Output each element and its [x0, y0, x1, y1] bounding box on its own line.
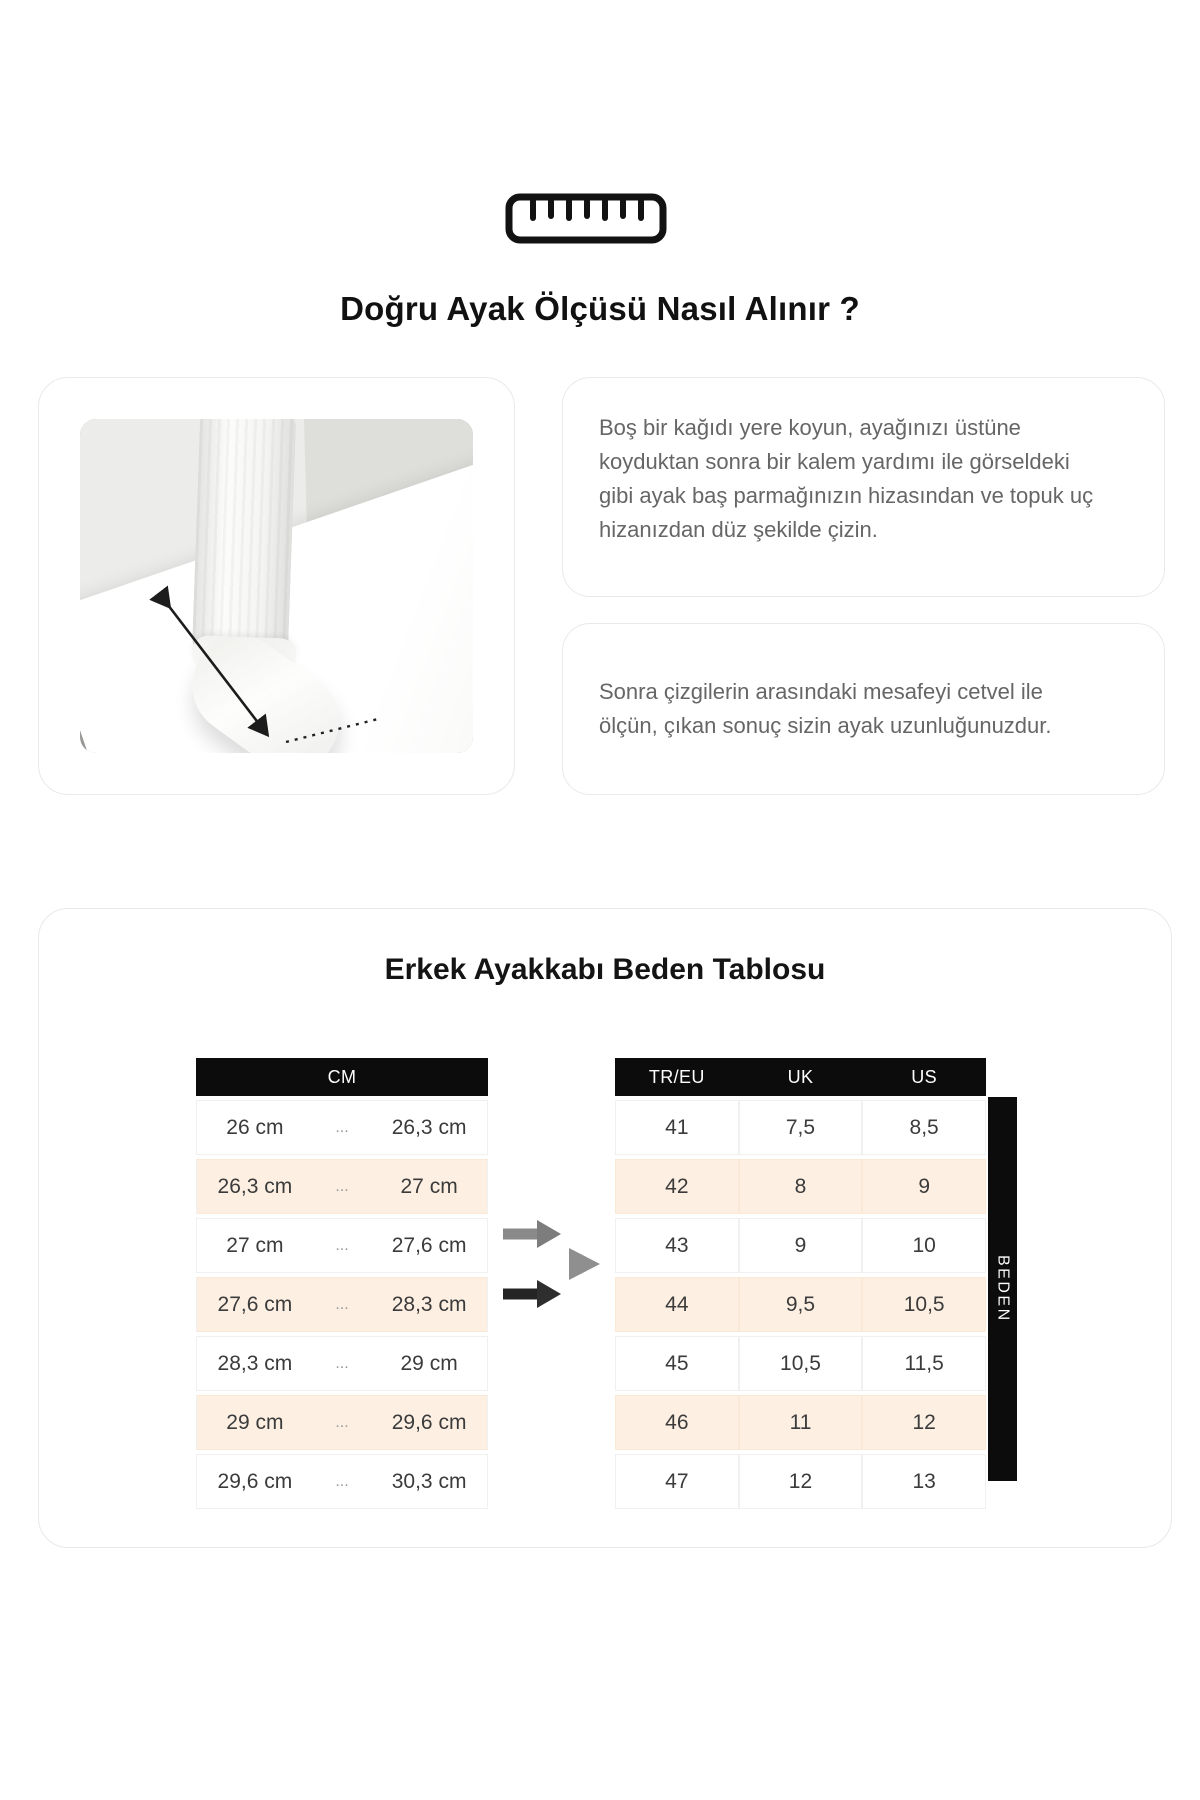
instruction-box-2 — [562, 623, 1165, 795]
size-value: 41 — [615, 1100, 739, 1155]
size-table-row — [615, 1454, 986, 1509]
cm-value: 29 cm — [196, 1395, 313, 1450]
size-table-title: Erkek Ayakkabı Beden Tablosu — [384, 953, 826, 986]
cm-table-row — [196, 1100, 488, 1155]
measure-arrow-icon — [80, 419, 473, 753]
size-value: 44 — [615, 1277, 739, 1332]
size-value: 10 — [862, 1218, 986, 1273]
instruction-text-1: Boş bir kağıdı yere koyun, ayağınızı üstüne koyduktan sonra bir kalem yardımı ile görseldeki gibi ayak baş parmağınızın hizasından ve topuk uç hizanızdan düz şekilde çizin. — [599, 415, 1094, 542]
range-separator: ... — [313, 1100, 371, 1155]
size-table — [615, 1054, 986, 1513]
size-table-row — [615, 1395, 986, 1450]
cm-value: 29,6 cm — [371, 1395, 488, 1450]
arrow-right-icon — [503, 1220, 561, 1248]
cm-table-row — [196, 1454, 488, 1509]
size-value: 9 — [862, 1159, 986, 1214]
cm-table-row — [196, 1277, 488, 1332]
arrow-right-icons — [499, 1217, 603, 1311]
size-value: 12 — [862, 1395, 986, 1450]
cm-table-row — [196, 1218, 488, 1273]
beden-label-text: BEDEN — [994, 1255, 1012, 1323]
cm-header: CM — [196, 1058, 488, 1096]
range-separator: ... — [313, 1159, 371, 1214]
cm-value: 26,3 cm — [371, 1100, 488, 1155]
size-table-row — [615, 1336, 986, 1391]
range-separator: ... — [313, 1336, 371, 1391]
size-value: 10,5 — [862, 1277, 986, 1332]
cm-value: 29,6 cm — [196, 1454, 313, 1509]
cm-table-row — [196, 1336, 488, 1391]
size-table-row — [615, 1218, 986, 1273]
range-separator: ... — [313, 1454, 371, 1509]
range-separator: ... — [313, 1218, 371, 1273]
size-table-row — [615, 1159, 986, 1214]
size-table-row — [615, 1277, 986, 1332]
cm-value: 27 cm — [371, 1159, 488, 1214]
size-value: 11,5 — [862, 1336, 986, 1391]
size-value: 42 — [615, 1159, 739, 1214]
arrow-right-icon — [503, 1280, 561, 1308]
cm-value: 28,3 cm — [196, 1336, 313, 1391]
size-value: 47 — [615, 1454, 739, 1509]
range-separator: ... — [313, 1277, 371, 1332]
size-value: 46 — [615, 1395, 739, 1450]
cm-value: 27,6 cm — [196, 1277, 313, 1332]
cm-value: 28,3 cm — [371, 1277, 488, 1332]
cm-table-body — [196, 1100, 488, 1509]
size-table-card — [38, 908, 1172, 1548]
size-value: 13 — [862, 1454, 986, 1509]
size-value: 9,5 — [739, 1277, 863, 1332]
size-value: 10,5 — [739, 1336, 863, 1391]
size-value: 11 — [739, 1395, 863, 1450]
size-table-body — [615, 1100, 986, 1509]
cm-value: 27,6 cm — [371, 1218, 488, 1273]
size-value: 9 — [739, 1218, 863, 1273]
size-value: 8,5 — [862, 1100, 986, 1155]
cm-value: 26,3 cm — [196, 1159, 313, 1214]
size-table-header-row — [615, 1058, 986, 1096]
arrow-right-icon — [503, 1248, 600, 1280]
cm-table-row — [196, 1395, 488, 1450]
beden-side-label — [988, 1097, 1017, 1481]
instruction-box-1 — [562, 377, 1165, 597]
instruction-text-2: Sonra çizgilerin arasındaki mesafeyi cetvel ile ölçün, çıkan sonuç sizin ayak uzunluğunuzdur. — [599, 679, 1052, 738]
size-value: 45 — [615, 1336, 739, 1391]
size-col-header: UK — [739, 1058, 863, 1096]
cm-table — [196, 1054, 488, 1513]
cm-table-row — [196, 1159, 488, 1214]
page-title: Doğru Ayak Ölçüsü Nasıl Alınır ? — [340, 290, 860, 327]
cm-table-header-row — [196, 1058, 488, 1096]
ruler-icon — [505, 193, 667, 245]
size-value: 7,5 — [739, 1100, 863, 1155]
size-value: 8 — [739, 1159, 863, 1214]
size-col-header: US — [862, 1058, 986, 1096]
size-value: 12 — [739, 1454, 863, 1509]
cm-value: 27 cm — [196, 1218, 313, 1273]
size-table-row — [615, 1100, 986, 1155]
size-col-header: TR/EU — [615, 1058, 739, 1096]
foot-measurement-photo — [80, 419, 473, 753]
range-separator: ... — [313, 1395, 371, 1450]
cm-value: 30,3 cm — [371, 1454, 488, 1509]
cm-value: 26 cm — [196, 1100, 313, 1155]
measurement-photo-card — [38, 377, 515, 795]
cm-value: 29 cm — [371, 1336, 488, 1391]
size-value: 43 — [615, 1218, 739, 1273]
toe-dotted-line — [286, 719, 378, 742]
